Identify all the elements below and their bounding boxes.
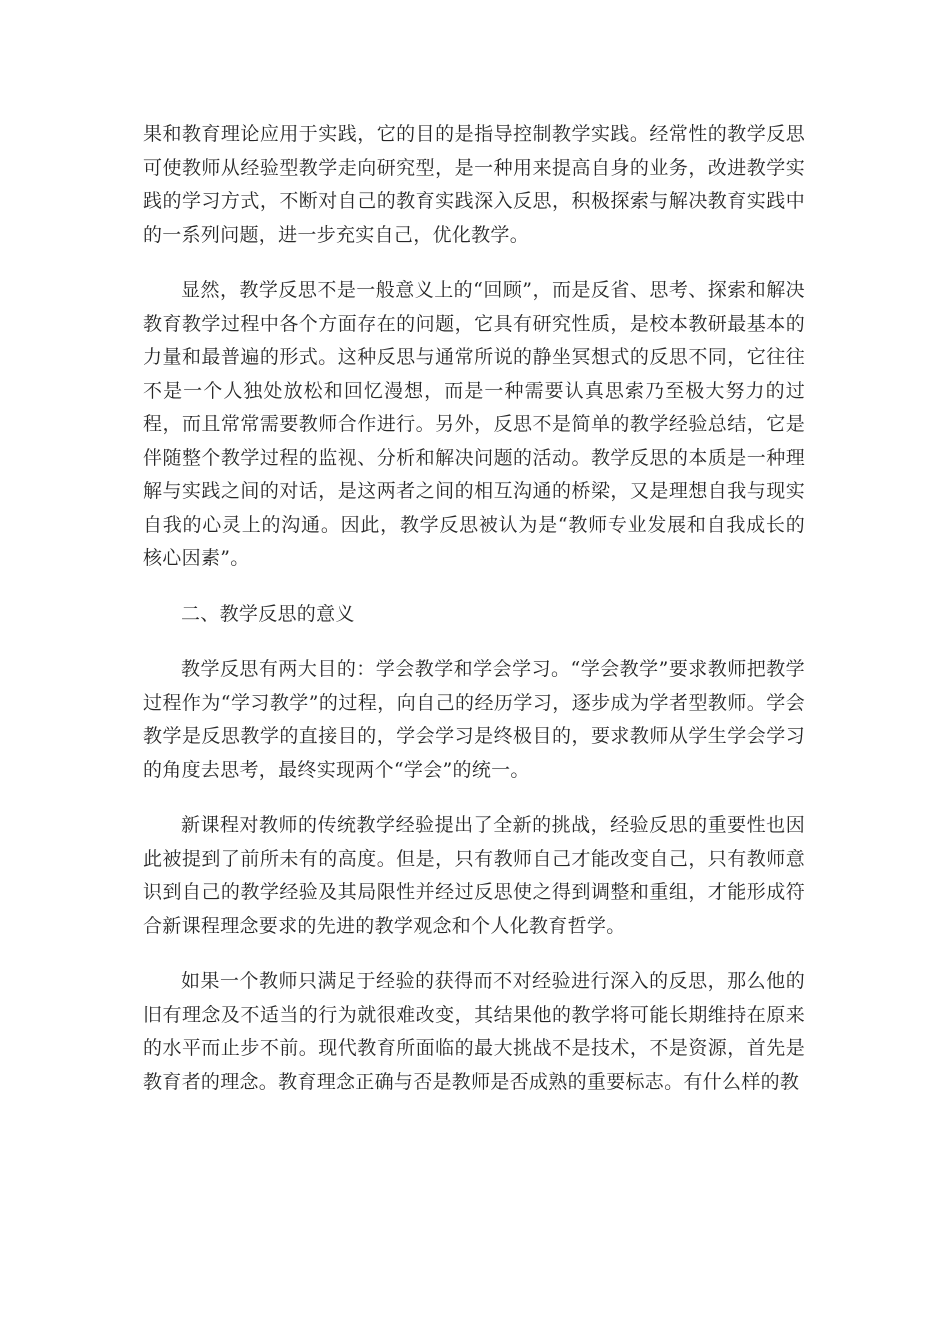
paragraph-experience: 如果一个教师只满足于经验的获得而不对经验进行深入的反思，那么他的旧有理念及不适当的行为就很难改变，其结果他的教学将可能长期维持在原来的水平而止步不前。现代教育所面临的最大挑战不是技术，不是资源，首先是教育者的理念。教育理念正确与否是教师是否成熟的重要标志。有什么样的教 — [143, 970, 805, 1093]
paragraph-two-goals: 教学反思有两大目的：学会教学和学会学习。“学会教学”要求教师把教学过程作为“学习教学”的过程，向自己的经历学习，逐步成为学者型教师。学会教学是反思教学的直接目的，学会学习是终极目的，要求教师从学生学会学习的角度去思考，最终实现两个“学会”的统一。 — [143, 658, 805, 781]
section-heading: 二、教学反思的意义 — [181, 602, 355, 625]
paragraph-new-curriculum: 新课程对教师的传统教学经验提出了全新的挑战，经验反思的重要性也因此被提到了前所未有的高度。但是，只有教师自己才能改变自己，只有教师意识到自己的教学经验及其局限性并经过反思使之得到调整和重组，才能形成符合新课程理念要求的先进的教学观念和个人化教育哲学。 — [143, 814, 805, 937]
paragraph-reflection-nature: 显然，教学反思不是一般意义上的“回顾”，而是反省、思考、探索和解决教育教学过程中各个方面存在的问题，它具有研究性质，是校本教研最基本的力量和最普遍的形式。这种反思与通常所说的静坐冥想式的反思不同，它往往不是一个人独处放松和回忆漫想，而是一种需要认真思索乃至极大努力的过程，而且常常需要教师合作进行。另外，反思不是简单的教学经验总结，它是伴随整个教学过程的监视、分析和解决问题的活动。教学反思的本质是一种理解与实践之间的对话，是这两者之间的相互沟通的桥梁，又是理想自我与现实自我的心灵上的沟通。因此，教学反思被认为是“教师专业发展和自我成长的核心因素”。 — [143, 279, 805, 569]
paragraph-continuation: 果和教育理论应用于实践，它的目的是指导控制教学实践。经常性的教学反思可使教师从经验型教学走向研究型，是一种用来提高自身的业务，改进教学实践的学习方式，不断对自己的教育实践深入反思，积极探索与解决教育实践中的一系列问题，进一步充实自己，优化教学。 — [143, 123, 805, 246]
document-body — [143, 118, 805, 1121]
